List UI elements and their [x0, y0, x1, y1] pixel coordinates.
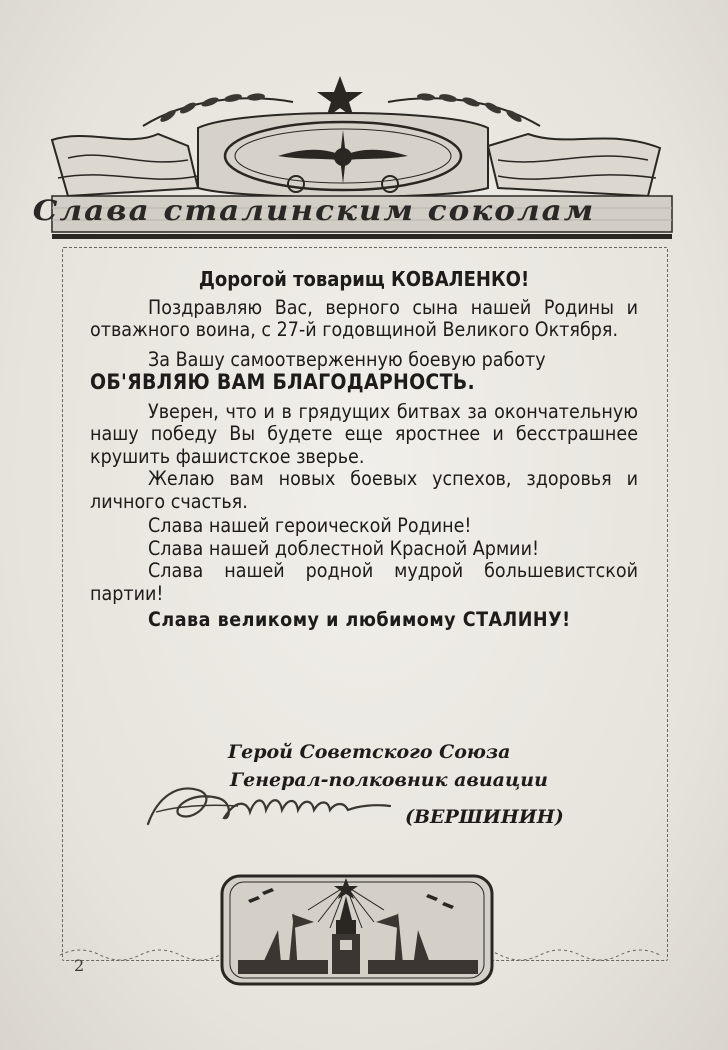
signatory-title-hero: Герой Советского Союза	[228, 741, 511, 763]
letter-greeting: Дорогой товарищ КОВАЛЕНКО!	[198, 267, 530, 291]
gratitude-declaration: ОБ'ЯВЛЯЮ ВАМ БЛАГОДАРНОСТЬ.	[90, 370, 475, 394]
letter-body	[90, 268, 638, 632]
slogan-red-army: Слава нашей доблестной Красной Армии!	[148, 536, 539, 560]
page-mark: 2	[74, 956, 85, 975]
slogan-party: Слава нашей родной мудрой большевистской партии!	[90, 559, 638, 605]
slogan-stalin: Слава великому и любимому СТАЛИНУ!	[148, 608, 571, 631]
handwritten-signature	[138, 776, 398, 836]
wishes-paragraph: Желаю вам новых боевых успехов, здоровья и личного счастья.	[90, 467, 638, 513]
banner-slogan: Слава сталинским соколам	[32, 194, 596, 228]
kremlin-tower-star-icon	[218, 870, 498, 990]
header-divider	[52, 234, 672, 239]
slogan-motherland: Слава нашей героической Родине!	[148, 514, 472, 537]
service-paragraph: За Вашу самоотверженную боевую работу	[148, 347, 546, 371]
congratulation-paragraph: Поздравляю Вас, верного сына нашей Родины и отважного воина, с 27-й годовщиной Великого Октября.	[90, 295, 638, 341]
victory-paragraph: Уверен, что и в грядущих битвах за окончательную нашу победу Вы будете еще яростнее и бесстрашнее крушить фашистское зверье.	[90, 399, 638, 468]
signatory-name: (ВЕРШИНИН)	[405, 806, 564, 828]
signatory-title-rank: Генерал-полковник авиации	[230, 769, 548, 791]
